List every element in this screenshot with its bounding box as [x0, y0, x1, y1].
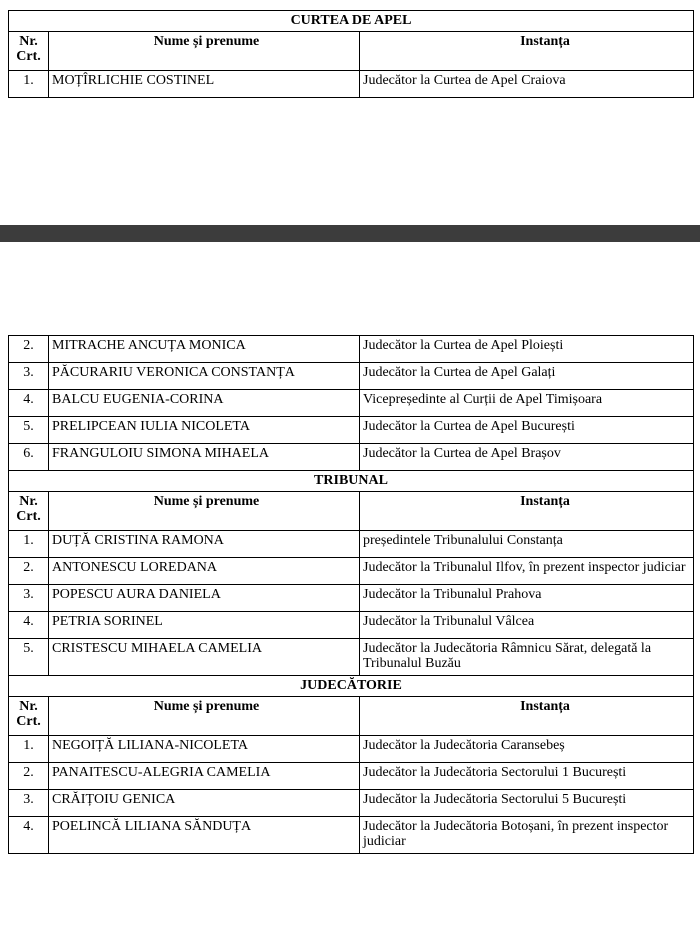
table-row — [9, 531, 694, 558]
table-row — [9, 363, 694, 390]
header-instance: Instanța — [360, 697, 694, 736]
row-name: PANAITESCU-ALEGRIA CAMELIA — [49, 763, 360, 790]
row-nr: 3. — [9, 790, 49, 817]
section-title: JUDECĂTORIE — [9, 676, 694, 697]
table-row — [9, 71, 694, 98]
row-name: PETRIA SORINEL — [49, 612, 360, 639]
row-nr: 2. — [9, 763, 49, 790]
row-nr: 3. — [9, 585, 49, 612]
row-instance: Judecător la Tribunalul Prahova — [360, 585, 694, 612]
row-instance: Judecător la Judecătoria Râmnicu Sărat, delegată la Tribunalul Buzău — [360, 639, 694, 676]
section-title: TRIBUNAL — [9, 471, 694, 492]
row-name: ANTONESCU LOREDANA — [49, 558, 360, 585]
header-nr: Nr. Crt. — [9, 697, 49, 736]
header-nr: Nr. Crt. — [9, 492, 49, 531]
row-instance: Judecător la Judecătoria Caransebeș — [360, 736, 694, 763]
row-name: BALCU EUGENIA-CORINA — [49, 390, 360, 417]
curtea-de-apel-table-page1 — [8, 10, 694, 98]
row-nr: 6. — [9, 444, 49, 471]
row-nr: 4. — [9, 390, 49, 417]
row-instance: președintele Tribunalului Constanța — [360, 531, 694, 558]
header-name: Nume și prenume — [49, 492, 360, 531]
row-name: CRISTESCU MIHAELA CAMELIA — [49, 639, 360, 676]
row-nr: 1. — [9, 736, 49, 763]
row-name: POELINCĂ LILIANA SĂNDUȚA — [49, 817, 360, 854]
row-instance: Judecător la Judecătoria Sectorului 5 București — [360, 790, 694, 817]
row-nr: 4. — [9, 817, 49, 854]
row-instance: Judecător la Tribunalul Ilfov, în prezent inspector judiciar — [360, 558, 694, 585]
row-name: PĂCURARIU VERONICA CONSTANȚA — [49, 363, 360, 390]
table-row — [9, 417, 694, 444]
header-instance: Instanța — [360, 492, 694, 531]
table-row — [9, 585, 694, 612]
row-name: CRĂIȚOIU GENICA — [49, 790, 360, 817]
row-instance: Judecător la Judecătoria Botoșani, în prezent inspector judiciar — [360, 817, 694, 854]
row-nr: 2. — [9, 558, 49, 585]
row-instance: Judecător la Curtea de Apel Brașov — [360, 444, 694, 471]
row-name: NEGOIȚĂ LILIANA-NICOLETA — [49, 736, 360, 763]
row-name: DUȚĂ CRISTINA RAMONA — [49, 531, 360, 558]
page-separator — [0, 225, 700, 242]
row-nr: 4. — [9, 612, 49, 639]
row-nr: 5. — [9, 417, 49, 444]
header-name: Nume și prenume — [49, 32, 360, 71]
row-nr: 2. — [9, 336, 49, 363]
row-instance: Judecător la Judecătoria Sectorului 1 București — [360, 763, 694, 790]
row-instance: Vicepreședinte al Curții de Apel Timișoara — [360, 390, 694, 417]
table-row — [9, 444, 694, 471]
row-instance: Judecător la Curtea de Apel Ploiești — [360, 336, 694, 363]
table-row — [9, 790, 694, 817]
row-name: MOȚÎRLICHIE COSTINEL — [49, 71, 360, 98]
header-name: Nume și prenume — [49, 697, 360, 736]
row-name: PRELIPCEAN IULIA NICOLETA — [49, 417, 360, 444]
row-nr: 1. — [9, 531, 49, 558]
row-nr: 1. — [9, 71, 49, 98]
row-nr: 3. — [9, 363, 49, 390]
row-nr: 5. — [9, 639, 49, 676]
header-instance: Instanța — [360, 32, 694, 71]
row-name: POPESCU AURA DANIELA — [49, 585, 360, 612]
row-instance: Judecător la Curtea de Apel București — [360, 417, 694, 444]
table-row — [9, 736, 694, 763]
table-row — [9, 558, 694, 585]
table-row — [9, 639, 694, 676]
row-instance: Judecător la Tribunalul Vâlcea — [360, 612, 694, 639]
row-instance: Judecător la Curtea de Apel Galați — [360, 363, 694, 390]
continued-table-page2 — [8, 335, 694, 854]
table-row — [9, 612, 694, 639]
row-instance: Judecător la Curtea de Apel Craiova — [360, 71, 694, 98]
table-row — [9, 390, 694, 417]
table-row — [9, 336, 694, 363]
row-name: MITRACHE ANCUȚA MONICA — [49, 336, 360, 363]
section-title: CURTEA DE APEL — [9, 11, 694, 32]
row-name: FRANGULOIU SIMONA MIHAELA — [49, 444, 360, 471]
table-row — [9, 763, 694, 790]
header-nr: Nr. Crt. — [9, 32, 49, 71]
table-row — [9, 817, 694, 854]
